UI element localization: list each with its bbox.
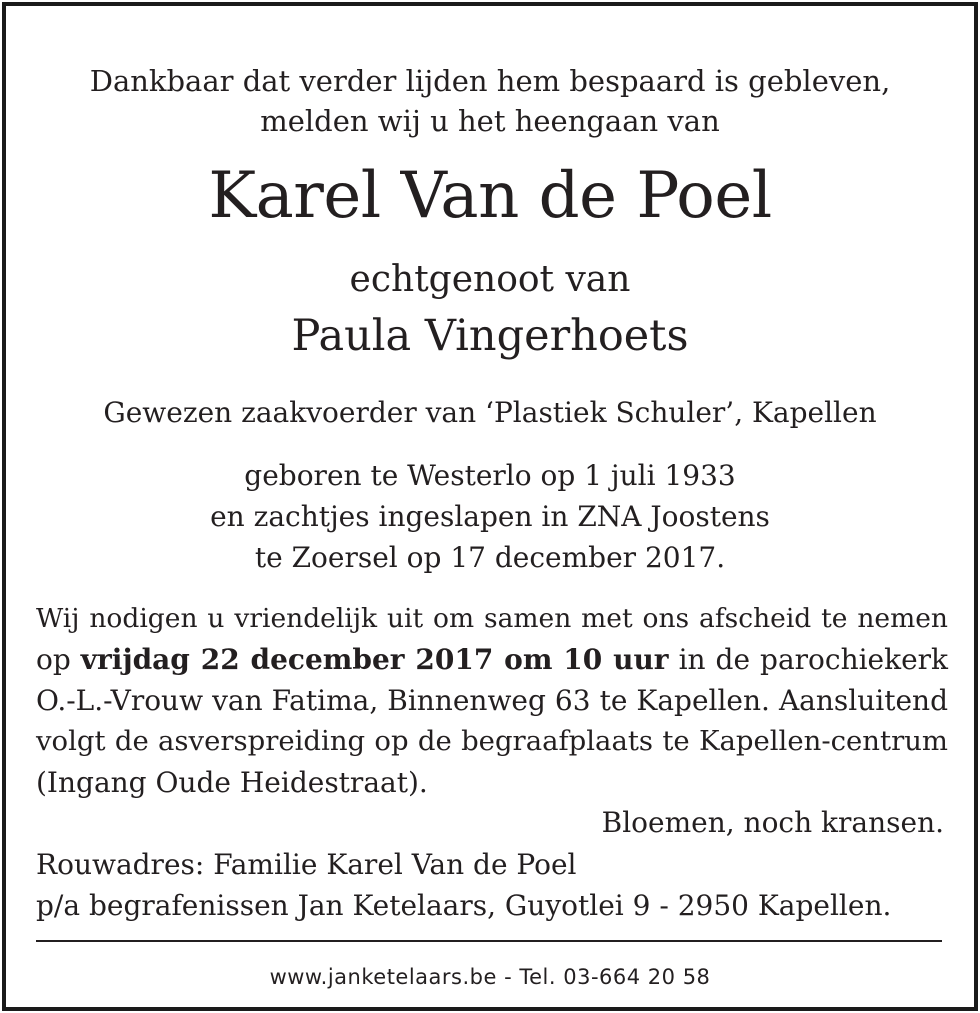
- phone-number: Tel. 03-664 20 58: [519, 965, 711, 989]
- spouse-intro: echtgenoot van: [349, 259, 631, 300]
- deceased-name: Karel Van de Poel: [208, 159, 772, 233]
- dates-line-3: te Zoersel op 17 december 2017.: [254, 541, 726, 574]
- footer-contact: [6, 961, 974, 993]
- funeral-invitation: [36, 598, 948, 803]
- dates-line-2: en zachtjes ingeslapen in ZNA Joostens: [210, 500, 770, 533]
- intro-line-2: melden wij u het heengaan van: [260, 104, 720, 138]
- footer-separator: -: [496, 965, 520, 989]
- invitation-line-2-prefix: op: [36, 643, 71, 676]
- invitation-line-5: (Ingang Oude Heidestraat).: [36, 766, 428, 799]
- invitation-line-2: [36, 639, 948, 680]
- intro-line-1: Dankbaar dat verder lijden hem bespaard is gebleven,: [89, 64, 891, 98]
- invitation-line-2-suffix: in de parochiekerk: [678, 643, 949, 676]
- spouse-name: Paula Vingerhoets: [291, 311, 689, 361]
- funeral-date-time: vrijdag 22 december 2017 om 10 uur: [80, 643, 669, 676]
- intro-text: [6, 61, 974, 141]
- divider: [36, 940, 942, 942]
- invitation-line-1: Wij nodigen u vriendelijk uit om samen met ons afscheid te nemen: [36, 603, 948, 634]
- birth-death-dates: [6, 455, 974, 578]
- mourning-address: [36, 844, 891, 926]
- flowers-note: Bloemen, noch kransen.: [601, 806, 944, 839]
- invitation-line-4: volgt de asverspreiding op de begraafplaats te Kapellen-centrum: [36, 725, 948, 757]
- obituary-card: [2, 2, 978, 1011]
- invitation-line-3: O.-L.-Vrouw van Fatima, Binnenweg 63 te Kapellen. Aansluitend: [36, 684, 948, 717]
- occupation: Gewezen zaakvoerder van ‘Plastiek Schuler’, Kapellen: [103, 396, 877, 429]
- dates-line-1: geboren te Westerlo op 1 juli 1933: [244, 459, 736, 492]
- address-line-1: Rouwadres: Familie Karel Van de Poel: [36, 848, 577, 881]
- website-link[interactable]: www.janketelaars.be: [269, 965, 497, 989]
- address-line-2: p/a begrafenissen Jan Ketelaars, Guyotlei 9 - 2950 Kapellen.: [36, 889, 892, 922]
